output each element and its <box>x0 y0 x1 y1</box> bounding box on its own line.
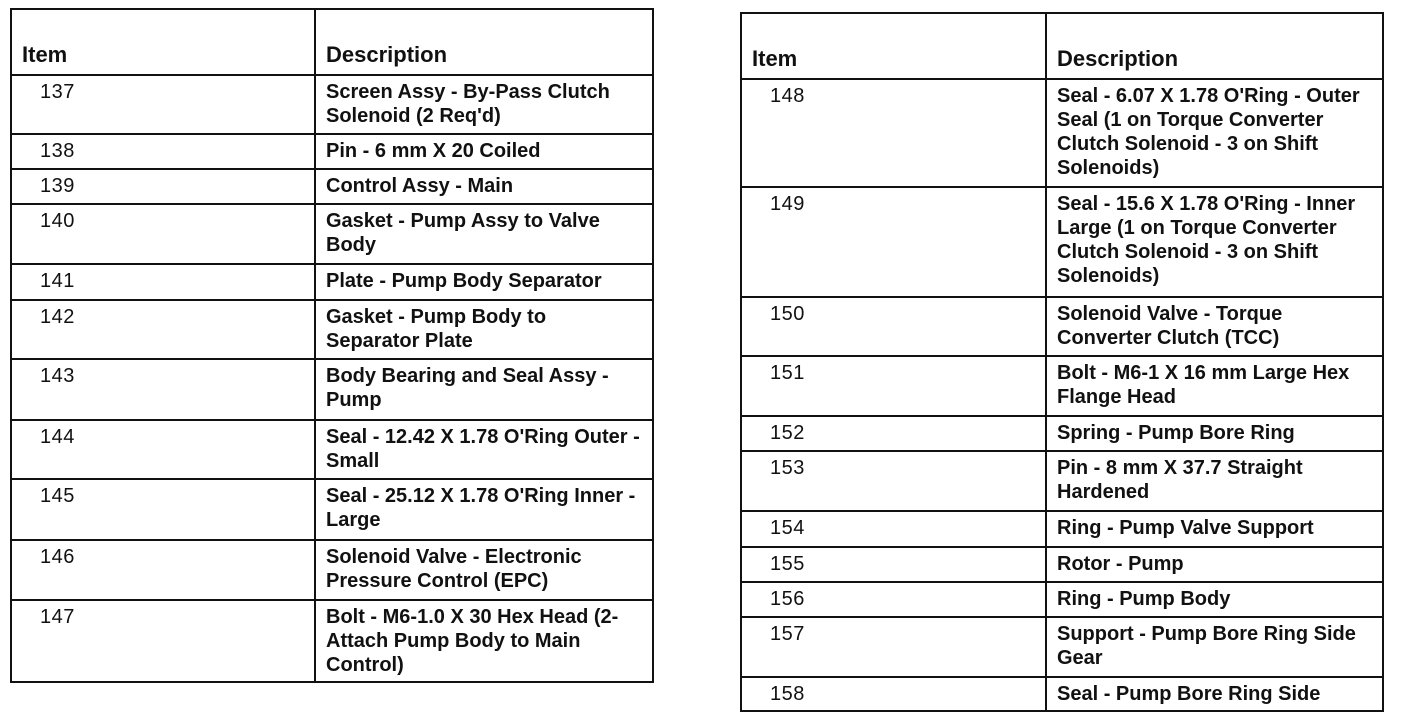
item-description: Bolt - M6-1 X 16 mm Large Hex Flange Head <box>1046 356 1383 416</box>
item-description: Screen Assy - By-Pass Clutch Solenoid (2 Req'd) <box>315 75 653 134</box>
table-row <box>11 359 653 420</box>
item-number: 140 <box>11 204 315 264</box>
item-description: Seal - 25.12 X 1.78 O'Ring Inner - Large <box>315 479 653 540</box>
item-number: 157 <box>741 617 1046 677</box>
table-row <box>741 582 1383 617</box>
item-number: 147 <box>11 600 315 682</box>
table-row <box>11 264 653 300</box>
item-number: 139 <box>11 169 315 204</box>
item-number: 148 <box>741 79 1046 187</box>
item-number: 142 <box>11 300 315 359</box>
item-description: Spring - Pump Bore Ring <box>1046 416 1383 451</box>
table-row <box>11 204 653 264</box>
item-description: Seal - Pump Bore Ring Side <box>1046 677 1383 711</box>
table-row <box>741 547 1383 582</box>
item-number: 150 <box>741 297 1046 356</box>
item-description: Seal - 12.42 X 1.78 O'Ring Outer - Small <box>315 420 653 479</box>
item-number: 145 <box>11 479 315 540</box>
parts-table-left <box>10 8 654 683</box>
table-row <box>741 79 1383 187</box>
item-number: 156 <box>741 582 1046 617</box>
table-row <box>11 134 653 169</box>
table-header-row <box>11 9 653 75</box>
table-row <box>741 617 1383 677</box>
item-number: 143 <box>11 359 315 420</box>
item-number: 158 <box>741 677 1046 711</box>
item-description: Plate - Pump Body Separator <box>315 264 653 300</box>
item-description: Solenoid Valve - Electronic Pressure Control (EPC) <box>315 540 653 600</box>
item-description: Seal - 6.07 X 1.78 O'Ring - Outer Seal (1 on Torque Converter Clutch Solenoid - 3 on Shift Solenoids) <box>1046 79 1383 187</box>
item-description: Gasket - Pump Assy to Valve Body <box>315 204 653 264</box>
item-number: 141 <box>11 264 315 300</box>
item-description: Body Bearing and Seal Assy - Pump <box>315 359 653 420</box>
item-description: Seal - 15.6 X 1.78 O'Ring - Inner Large (1 on Torque Converter Clutch Solenoid - 3 on Shift Solenoids) <box>1046 187 1383 297</box>
table-header-row <box>741 13 1383 79</box>
description-column-header: Description <box>1046 13 1383 79</box>
table-row <box>741 511 1383 547</box>
item-number: 144 <box>11 420 315 479</box>
table-row <box>11 600 653 682</box>
table-row <box>741 297 1383 356</box>
item-description: Rotor - Pump <box>1046 547 1383 582</box>
table-row <box>741 187 1383 297</box>
table-row <box>11 420 653 479</box>
table-row <box>11 300 653 359</box>
item-column-header: Item <box>11 9 315 75</box>
item-number: 153 <box>741 451 1046 511</box>
item-number: 154 <box>741 511 1046 547</box>
item-number: 155 <box>741 547 1046 582</box>
table-row <box>741 451 1383 511</box>
item-description: Ring - Pump Body <box>1046 582 1383 617</box>
table-row <box>741 677 1383 711</box>
description-column-header: Description <box>315 9 653 75</box>
item-number: 151 <box>741 356 1046 416</box>
item-number: 152 <box>741 416 1046 451</box>
table-row <box>11 479 653 540</box>
item-description: Support - Pump Bore Ring Side Gear <box>1046 617 1383 677</box>
table-row <box>11 169 653 204</box>
item-description: Solenoid Valve - Torque Converter Clutch (TCC) <box>1046 297 1383 356</box>
item-number: 137 <box>11 75 315 134</box>
item-number: 146 <box>11 540 315 600</box>
item-description: Bolt - M6-1.0 X 30 Hex Head (2-Attach Pump Body to Main Control) <box>315 600 653 682</box>
parts-table-right <box>740 12 1384 712</box>
table-row <box>741 416 1383 451</box>
item-description: Gasket - Pump Body to Separator Plate <box>315 300 653 359</box>
table-row <box>11 75 653 134</box>
table-row <box>11 540 653 600</box>
table-row <box>741 356 1383 416</box>
item-column-header: Item <box>741 13 1046 79</box>
item-number: 138 <box>11 134 315 169</box>
item-description: Pin - 8 mm X 37.7 Straight Hardened <box>1046 451 1383 511</box>
item-description: Control Assy - Main <box>315 169 653 204</box>
item-description: Pin - 6 mm X 20 Coiled <box>315 134 653 169</box>
item-number: 149 <box>741 187 1046 297</box>
item-description: Ring - Pump Valve Support <box>1046 511 1383 547</box>
